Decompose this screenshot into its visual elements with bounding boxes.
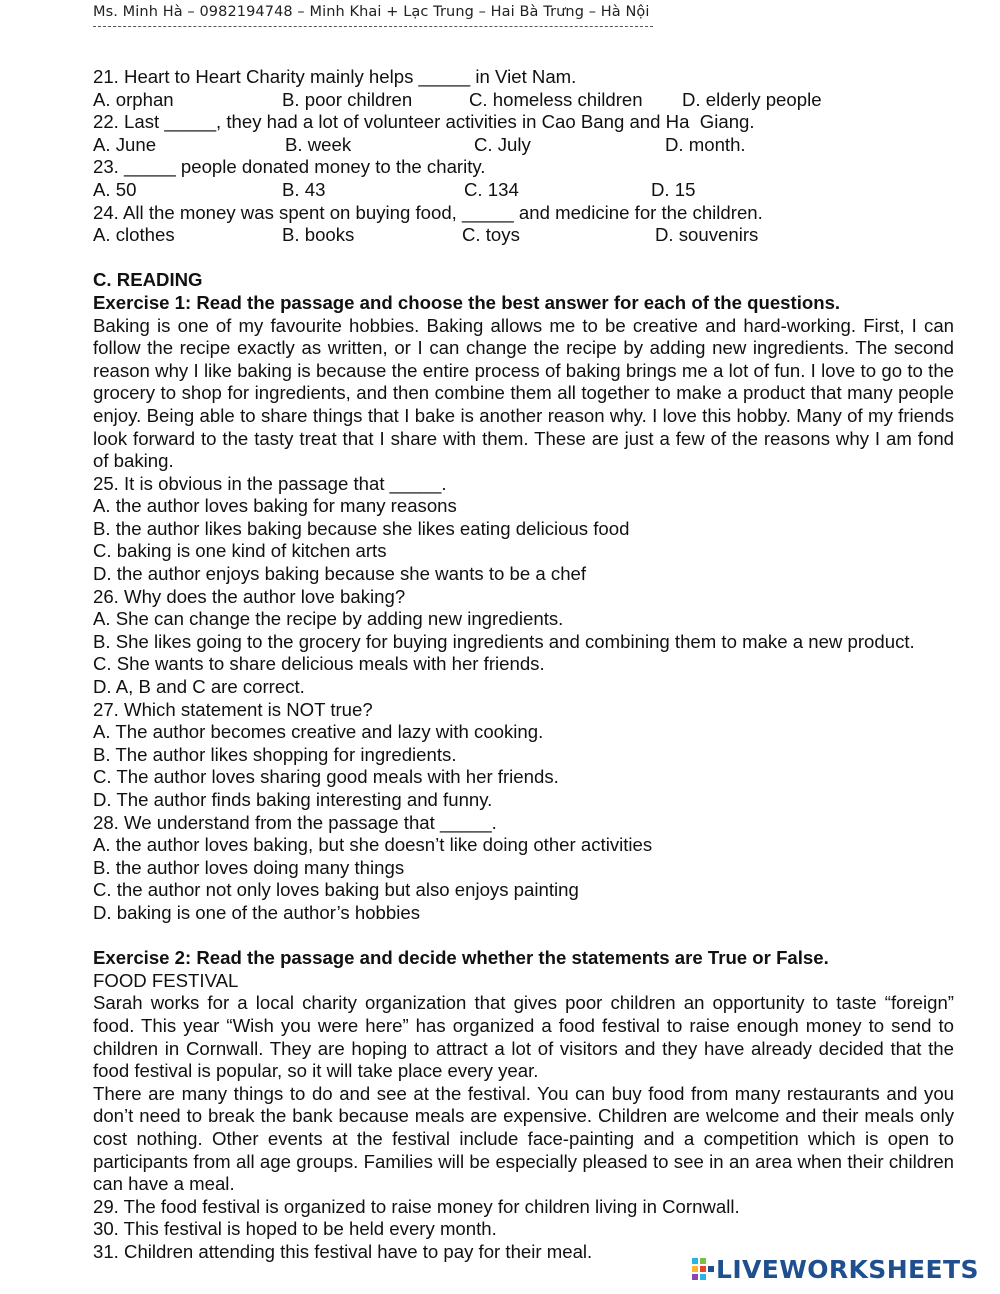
statement-31: 31. Children attending this festival have to pay for their meal. [93,1240,593,1262]
question-22-options [93,134,954,157]
exercise-2-paragraph-1: Sarah works for a local charity organization that gives poor children an opportunity to taste “foreign” food. This year “Wish you were here” has organized a food festival to raise enough money to send to children in Cornwall. They are hoping to attract a lot of visitors and they have already decided that the food festival is popular, so it will take place every year. [93,992,954,1082]
question-26-option-a[interactable]: A. She can change the recipe by adding new ingredients. [93,608,564,630]
question-21-stem: 21. Heart to Heart Charity mainly helps _____ in Viet Nam. [93,66,577,87]
liveworksheets-logo [692,1255,979,1283]
question-21-option-b[interactable]: B. poor children [282,88,413,110]
question-23-options [93,179,954,202]
question-27-option-a[interactable]: A. The author becomes creative and lazy with cooking. [93,721,544,743]
question-28-option-d[interactable]: D. baking is one of the author’s hobbies [93,901,420,923]
question-24-option-a[interactable]: A. clothes [93,224,175,246]
question-24-option-b[interactable]: B. books [282,224,355,246]
question-22-option-c[interactable]: C. July [474,133,531,155]
question-24-option-c[interactable]: C. toys [462,224,520,246]
liveworksheets-logo-icon [692,1258,714,1280]
question-21-option-c[interactable]: C. homeless children [469,88,643,110]
question-26-option-d[interactable]: D. A, B and C are correct. [93,676,305,698]
page-header-contact: Ms. Minh Hà – 0982194748 – Minh Khai + Lạc Trung – Hai Bà Trưng – Hà Nội [93,4,650,20]
question-28-option-a[interactable]: A. the author loves baking, but she doesn’t like doing other activities [93,834,653,856]
exercise-1-passage: Baking is one of my favourite hobbies. Baking allows me to be creative and hard-working. First, I can follow the recipe exactly as written, or I can change the recipe by adding new ingredients. The second reason why I like baking is because the entire process of baking brings me a lot of fun. I love to go to the grocery to shop for ingredients, and then combine them all together to make a product that many people enjoy. Being able to share things that I bake is another reason why. I love this hobby. Many of my friends look forward to the tasty treat that I share with them. These are just a few of the reasons why I am fond of baking. [93,314,954,472]
question-25-option-b[interactable]: B. the author likes baking because she likes eating delicious food [93,517,630,539]
question-27-stem: 27. Which statement is NOT true? [93,698,373,720]
exercise-2-passage-title: FOOD FESTIVAL [93,969,239,991]
question-26-stem: 26. Why does the author love baking? [93,585,406,607]
question-21-option-a[interactable]: A. orphan [93,88,174,110]
exercise-2-paragraph-2: There are many things to do and see at the festival. You can buy food from many restaurants and you don’t need to break the bank because meals are expensive. Children are welcome and their meals only cost nothing. Other events at the festival include face-painting and a competition which is open to participants from all age groups. Families will be especially pleased to see in an area when their children can have a meal. [93,1082,954,1195]
worksheet-content [93,66,954,1263]
question-27-option-c[interactable]: C. The author loves sharing good meals with her friends. [93,766,559,788]
question-25-option-a[interactable]: A. the author loves baking for many reasons [93,495,457,517]
question-28-option-b[interactable]: B. the author loves doing many things [93,856,405,878]
exercise-2-title: Exercise 2: Read the passage and decide whether the statements are True or False. [93,947,829,969]
question-23-option-b[interactable]: B. 43 [282,178,326,200]
question-27-option-d[interactable]: D. The author finds baking interesting and funny. [93,789,493,810]
question-24-stem: 24. All the money was spent on buying food, _____ and medicine for the children. [93,201,763,223]
liveworksheets-logo-text: LIVEWORKSHEETS [716,1254,979,1284]
question-21-options [93,89,954,112]
question-22-option-b[interactable]: B. week [285,133,352,155]
question-27-option-b[interactable]: B. The author likes shopping for ingredients. [93,743,457,765]
question-22-option-a[interactable]: A. June [93,133,157,155]
question-25-option-d[interactable]: D. the author enjoys baking because she wants to be a chef [93,563,587,585]
question-28-stem: 28. We understand from the passage that _____. [93,811,497,833]
question-22-option-d[interactable]: D. month. [665,133,746,155]
question-28-option-c[interactable]: C. the author not only loves baking but also enjoys painting [93,879,579,901]
question-23-option-d[interactable]: D. 15 [651,178,696,200]
question-26-option-c[interactable]: C. She wants to share delicious meals with her friends. [93,653,545,675]
reading-section-title: C. READING [93,269,203,291]
question-25-stem: 25. It is obvious in the passage that _____. [93,472,447,494]
question-21-option-d[interactable]: D. elderly people [682,88,822,110]
statement-29: 29. The food festival is organized to raise money for children living in Cornwall. [93,1195,740,1217]
question-23-option-a[interactable]: A. 50 [93,178,137,200]
question-26-option-b[interactable]: B. She likes going to the grocery for buying ingredients and combining them to make a new product. [93,630,915,652]
statement-30: 30. This festival is hoped to be held every month. [93,1218,497,1240]
question-24-option-d[interactable]: D. souvenirs [655,224,759,246]
question-25-option-c[interactable]: C. baking is one kind of kitchen arts [93,540,387,562]
exercise-1-title: Exercise 1: Read the passage and choose the best answer for each of the questions. [93,291,841,313]
question-23-option-c[interactable]: C. 134 [464,178,519,200]
header-divider [93,26,653,27]
question-24-options [93,224,954,247]
question-22-stem: 22. Last _____, they had a lot of volunteer activities in Cao Bang and Ha Giang. [93,111,755,133]
question-23-stem: 23. _____ people donated money to the charity. [93,156,486,178]
